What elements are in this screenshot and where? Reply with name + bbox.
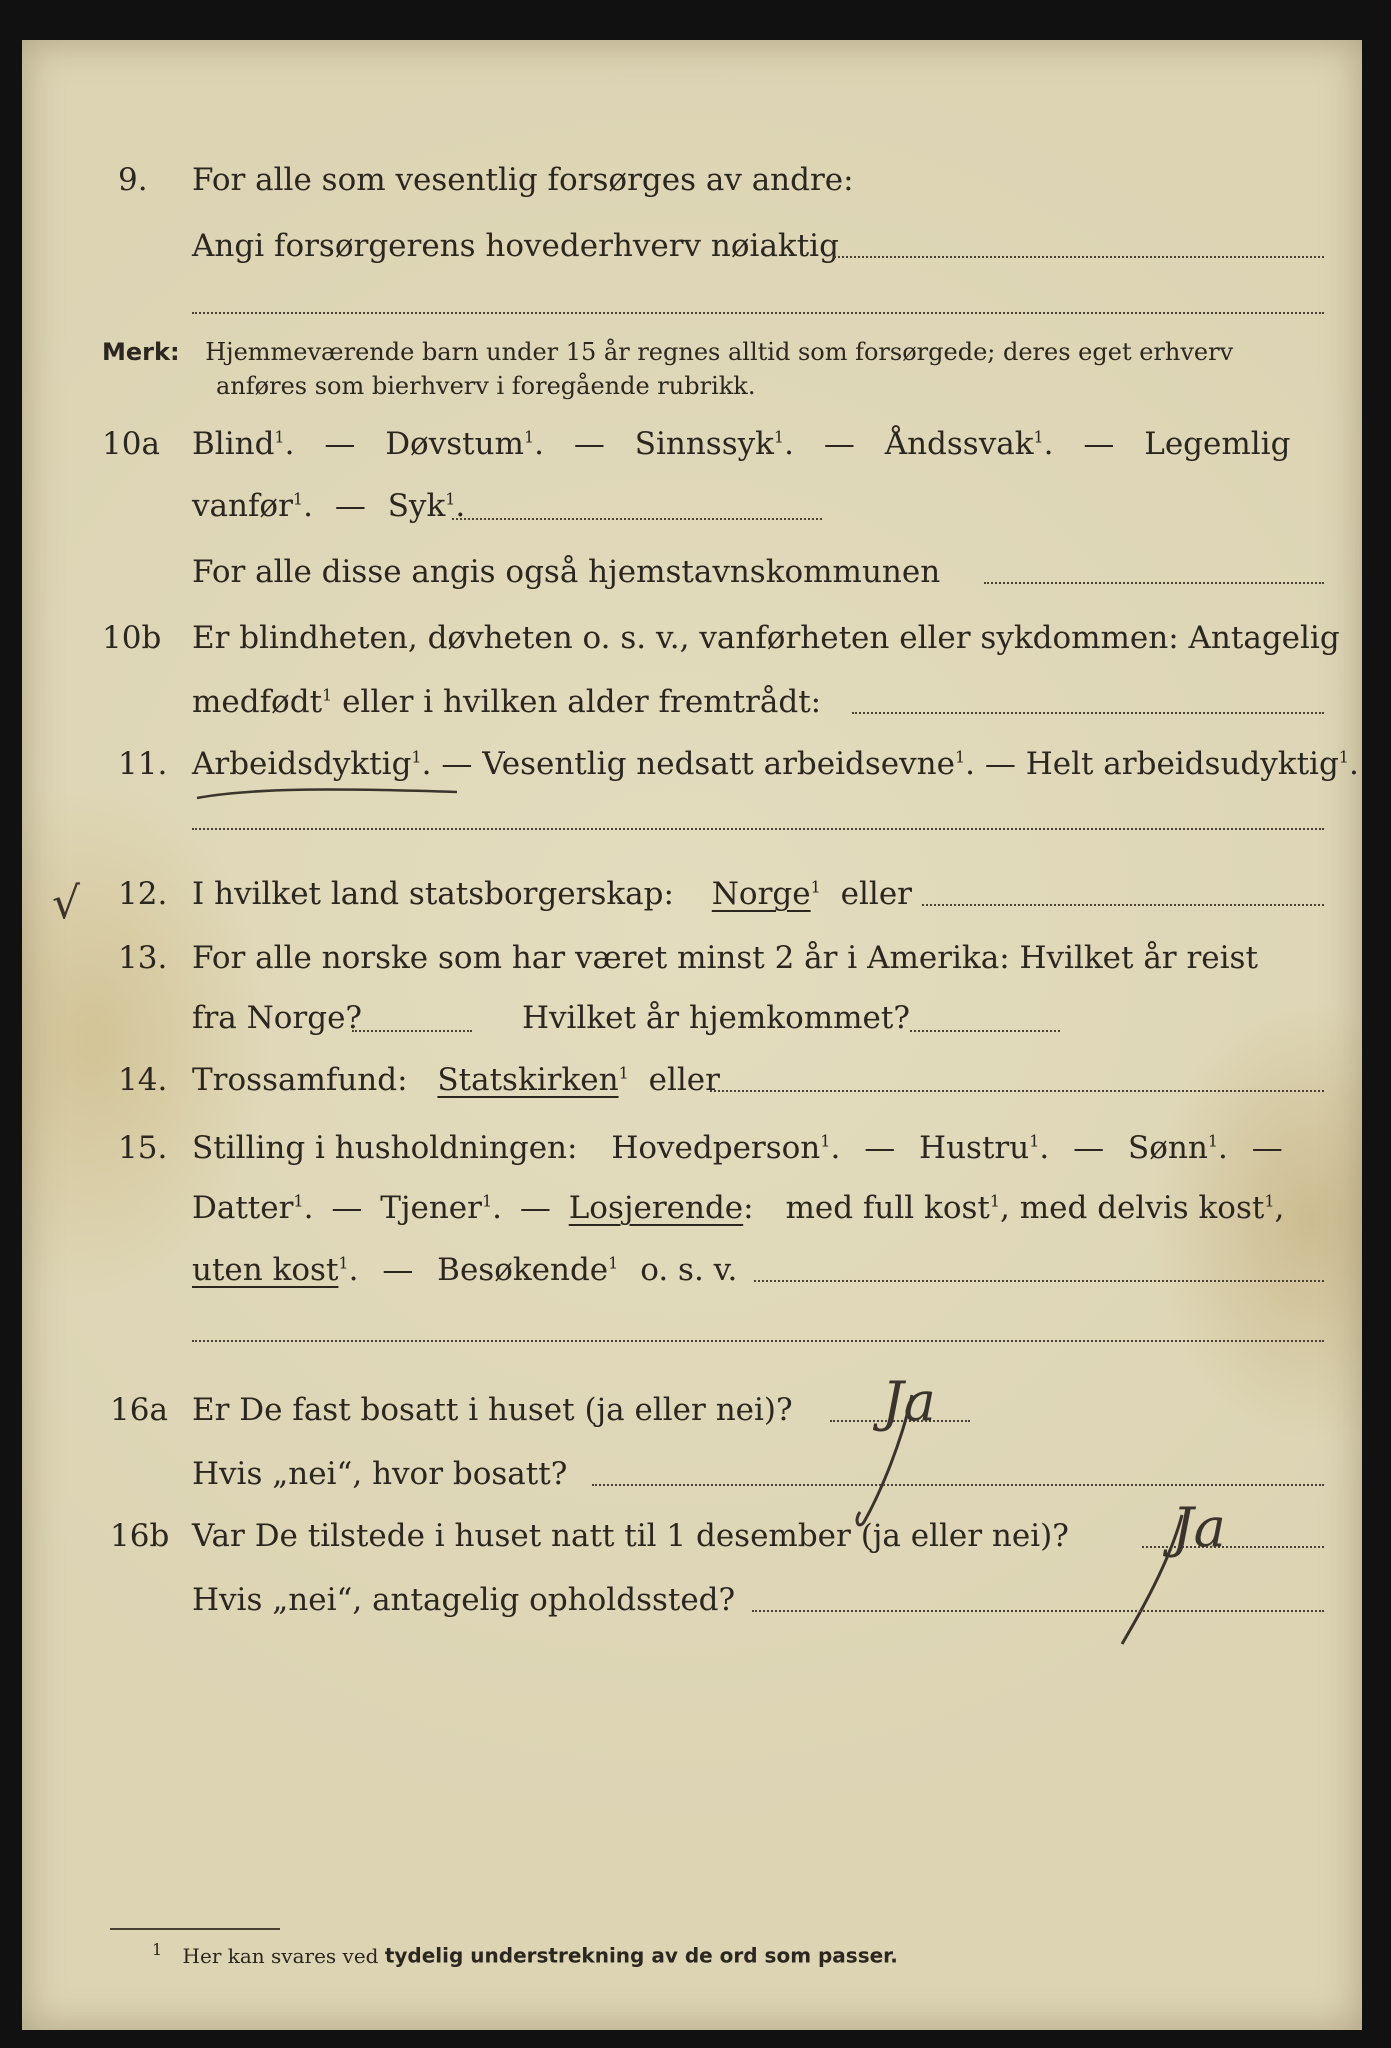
opt-dovstum[interactable]: Døvstum [385, 426, 524, 462]
q12-number: 12. [118, 876, 168, 912]
q13-number: 13. [118, 940, 168, 976]
hand-stroke [857, 1395, 912, 1525]
census-form-page [22, 40, 1362, 2030]
opt-sinnssyk[interactable]: Sinnssyk [634, 426, 774, 462]
q16a-hand-stroke [852, 1390, 942, 1530]
dash: — [519, 1190, 551, 1226]
opt-hovedperson[interactable]: Hovedperson [611, 1130, 821, 1166]
dash: — [823, 426, 855, 462]
q16b-handwritten-answer: Ja [1172, 1496, 1226, 1559]
opt-sonn[interactable]: Sønn [1127, 1130, 1208, 1166]
q12-rest: eller [840, 876, 912, 912]
merk-line1: Hjemmeværende barn under 15 år regnes alltid som forsørgede; deres eget erhverv [205, 338, 1234, 366]
q11-number: 11. [118, 746, 168, 782]
merk-block [102, 338, 1233, 366]
q9-number: 9. [118, 162, 148, 198]
q14-line: Trossamfund: Statskirken$^1$ eller [192, 1062, 720, 1098]
opt-medfodt[interactable]: medfødt [192, 684, 323, 720]
q12-answer-line[interactable] [922, 904, 1324, 906]
opt-statskirken[interactable]: Statskirken [437, 1062, 619, 1098]
q15-line2: Datter$^1$. — Tjener$^1$. — Losjerende: med full kost$^1$, med delvis kost$^1$, [192, 1190, 1285, 1226]
opt-blind[interactable]: Blind [192, 426, 275, 462]
footnote-text-plain: Her kan svares ved [182, 1943, 379, 1968]
opt-syk[interactable]: Syk [387, 488, 446, 524]
q10b-answer-line[interactable] [852, 712, 1324, 714]
opt-full-kost[interactable]: med full kost [785, 1190, 990, 1226]
opt-delvis-kost[interactable]: med delvis kost [1019, 1190, 1265, 1226]
dash: — [573, 426, 605, 462]
opt-besokende[interactable]: Besøkende [437, 1252, 609, 1288]
q16a-handwritten-answer: Ja [882, 1370, 936, 1433]
q15-text: Stilling i husholdningen: [192, 1130, 578, 1166]
footnote [152, 1940, 898, 1968]
q15-line1: Stilling i husholdningen: Hovedperson$^1$. — Hustru$^1$. — Sønn$^1$. — [192, 1130, 1283, 1166]
margin-check-mark: √ [52, 878, 81, 929]
q13-hjemkommet-line[interactable] [910, 1030, 1060, 1032]
opt-hustru[interactable]: Hustru [919, 1130, 1030, 1166]
q10a-number: 10a [102, 426, 160, 462]
q14-number: 14. [118, 1062, 168, 1098]
q14-rest: eller [648, 1062, 720, 1098]
footnote-text-bold: tydelig understrekning av de ord som passer. [384, 1943, 898, 1968]
q9-line1: For alle som vesentlig forsørges av andre: [192, 162, 854, 198]
q10b-line2-rest: eller i hvilken alder fremtrådt: [342, 684, 822, 720]
q15-number: 15. [118, 1130, 168, 1166]
dash: — [382, 1252, 414, 1288]
opt-norge[interactable]: Norge [711, 876, 811, 912]
opt-losjerende[interactable]: Losjerende [568, 1190, 744, 1226]
dash: — [864, 1130, 896, 1166]
q16b-line2: Hvis „nei“, antagelig opholdssted? [192, 1582, 736, 1618]
q16b-opholdssted-line[interactable] [752, 1610, 1324, 1612]
hand-stroke [1122, 1515, 1182, 1644]
footnote-rule [110, 1928, 280, 1930]
q13-line2a: fra Norge? [192, 1000, 363, 1036]
q14-answer-line[interactable] [710, 1090, 1324, 1092]
q15-answer-line-2[interactable] [192, 1340, 1324, 1342]
dash: — [324, 426, 356, 462]
dash: — [334, 488, 366, 524]
opt-andssvak[interactable]: Åndssvak [884, 426, 1034, 462]
q16a-line1: Er De fast bosatt i huset (ja eller nei)? [192, 1392, 793, 1428]
q13-reist-line[interactable] [352, 1030, 472, 1032]
merk-label: Merk: [102, 338, 180, 366]
q16b-number: 16b [110, 1518, 170, 1554]
hand-stroke [197, 790, 457, 798]
q16b-line1: Var De tilstede i huset natt til 1 desember (ja eller nei)? [192, 1518, 1069, 1554]
q11-answer-line[interactable] [192, 828, 1324, 830]
q9-answer-line-2[interactable] [192, 312, 1324, 314]
q12-text: I hvilket land statsborgerskap: [192, 876, 674, 912]
dash: — [331, 1190, 363, 1226]
opt-nedsatt[interactable]: Vesentlig nedsatt arbeidsevne [482, 746, 955, 782]
q10a-line2: vanfør$^1$. — Syk$^1$. [192, 488, 466, 524]
q16a-number: 16a [110, 1392, 168, 1428]
q16a-line2: Hvis „nei“, hvor bosatt? [192, 1456, 568, 1492]
q14-text: Trossamfund: [192, 1062, 408, 1098]
dash: — [1251, 1130, 1283, 1166]
dash: — [984, 746, 1016, 782]
opt-arbeidsdyktig[interactable]: Arbeidsdyktig [192, 746, 412, 782]
footnote-mark: 1 [152, 1940, 163, 1959]
q9-line2: Angi forsørgerens hovederhverv nøiaktig [192, 228, 839, 264]
q10a-line1: Blind$^1$. — Døvstum$^1$. — Sinnssyk$^1$. — Åndssvak$^1$. — Legemlig [192, 426, 1291, 462]
q15-osv: o. s. v. [640, 1252, 738, 1288]
opt-udyktig[interactable]: Helt arbeidsudyktig [1025, 746, 1339, 782]
q16a-bosatt-line[interactable] [592, 1484, 1324, 1486]
dash: — [1073, 1130, 1105, 1166]
opt-tjener[interactable]: Tjener [380, 1190, 482, 1226]
q10b-number: 10b [102, 620, 162, 656]
q13-line2b: Hvilket år hjemkommet? [522, 1000, 910, 1036]
q15-answer-line[interactable] [754, 1280, 1324, 1282]
q13-line1: For alle norske som har været minst 2 år i Amerika: Hvilket år reist [192, 940, 1258, 976]
opt-uten-kost[interactable]: uten kost [192, 1252, 339, 1288]
q9-answer-line[interactable] [834, 256, 1324, 258]
q15-line3: uten kost$^1$. — Besøkende$^1$ o. s. v. [192, 1252, 738, 1288]
q16b-hand-stroke [1102, 1510, 1202, 1650]
dash: — [1083, 426, 1115, 462]
q10a-answer-line[interactable] [452, 518, 822, 520]
q10b-line2: medfødt$^1$ eller i hvilken alder fremtrådt: [192, 684, 822, 720]
opt-datter[interactable]: Datter [192, 1190, 294, 1226]
dash: — [441, 746, 473, 782]
q10b-line1: Er blindheten, døvheten o. s. v., vanførheten eller sykdommen: Antagelig [192, 620, 1340, 656]
q11-line: Arbeidsdyktig$^1$. — Vesentlig nedsatt arbeidsevne$^1$. — Helt arbeidsudyktig$^1$. [192, 746, 1359, 782]
q11-hand-underline [192, 780, 462, 810]
opt-legemlig[interactable]: Legemlig [1144, 426, 1291, 462]
merk-line2: anføres som bierhverv i foregående rubrikk. [216, 372, 756, 400]
opt-vanfor[interactable]: vanfør [192, 488, 293, 524]
q10a-hjemstavn-line[interactable] [984, 582, 1324, 584]
q10a-line3: For alle disse angis også hjemstavnskommunen [192, 554, 941, 590]
q12-line: I hvilket land statsborgerskap: Norge$^1$ eller [192, 876, 912, 912]
